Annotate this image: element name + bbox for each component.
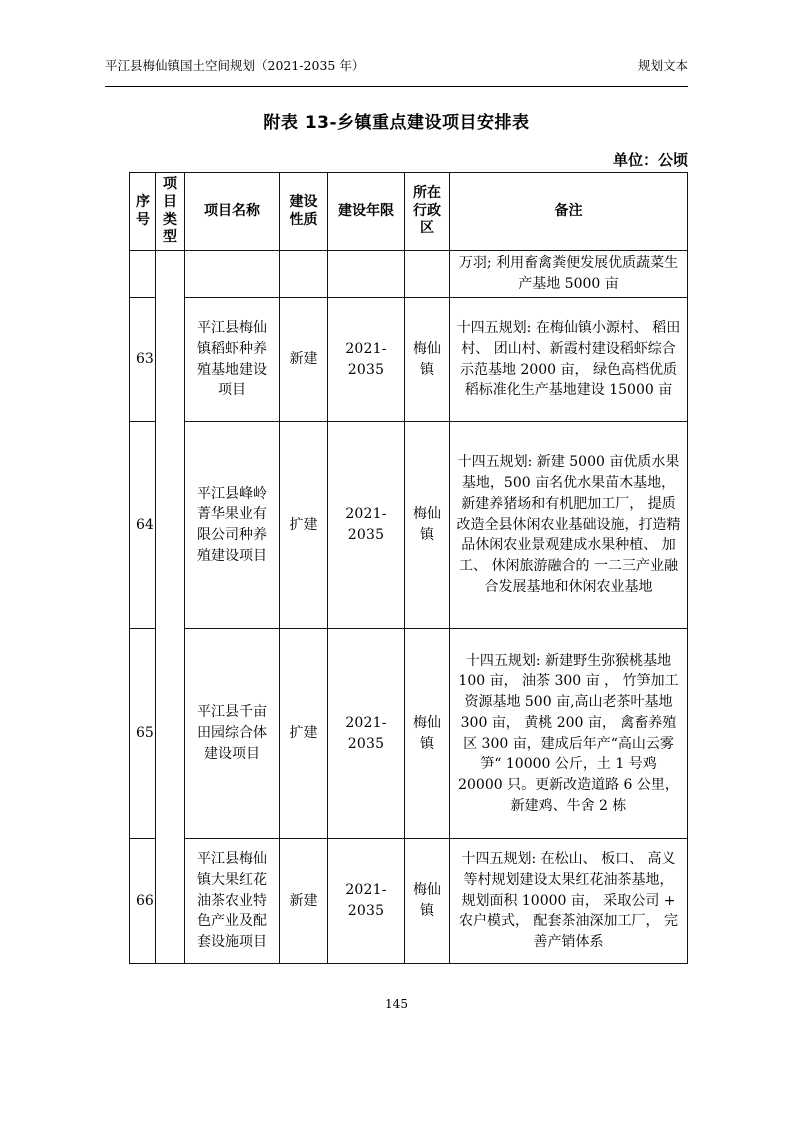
- cell-seq: 66: [130, 839, 156, 964]
- cell-years: 2021-2035: [328, 629, 405, 839]
- cell-years: [328, 251, 405, 298]
- running-header: [105, 56, 688, 87]
- cell-remark: 十四五规划: 在梅仙镇小源村、 稻田村、 团山村、新霞村建设稻虾综合示范基地 2000 亩， 绿色高档优质稻标准化生产基地建设 15000 亩: [450, 298, 688, 422]
- cell-nature: 扩建: [280, 629, 328, 839]
- table-row: [130, 839, 688, 964]
- table-row: [130, 629, 688, 839]
- col-header-name: 项目名称: [185, 173, 280, 251]
- page-title: 附表 13-乡镇重点建设项目安排表: [263, 113, 530, 133]
- cell-seq: 64: [130, 422, 156, 629]
- page-number: 145: [385, 997, 408, 1011]
- table-row: [130, 298, 688, 422]
- cell-nature: 扩建: [280, 422, 328, 629]
- col-header-type: 项目类型: [156, 173, 185, 251]
- cell-nature: 新建: [280, 839, 328, 964]
- cell-project-name: 平江县峰岭菁华果业有限公司种养殖建设项目: [185, 422, 280, 629]
- header-left-text: 平江县梅仙镇国土空间规划（2021-2035 年）: [105, 58, 365, 73]
- cell-seq: 65: [130, 629, 156, 839]
- col-header-years: 建设年限: [328, 173, 405, 251]
- cell-seq: 63: [130, 298, 156, 422]
- cell-nature: 新建: [280, 298, 328, 422]
- unit-label: 单位：公顷: [612, 151, 688, 169]
- cell-district: 梅仙镇: [405, 839, 450, 964]
- projects-table: [129, 172, 688, 964]
- cell-project-name: [185, 251, 280, 298]
- cell-district: 梅仙镇: [405, 422, 450, 629]
- cell-remark: 十四五规划: 新建野生弥猴桃基地 100 亩， 油茶 300 亩 ， 竹笋加工资源基地 500 亩,高山老茶叶基地 300 亩， 黄桃 200 亩， 禽畜养殖区 300 亩，建成后年产“高山云雾笋“ 10000 公斤，土 1 号鸡 20000 只。更新改造道路 6 公里， 新建鸡、牛舍 2 栋: [450, 629, 688, 839]
- cell-district: 梅仙镇: [405, 629, 450, 839]
- cell-years: 2021-2035: [328, 422, 405, 629]
- col-header-district: 所在行政区: [405, 173, 450, 251]
- cell-remark: 十四五规划: 在松山、 板口、 高义等村规划建设太果红花油茶基地， 规划面积 10000 亩， 采取公司 + 农户模式， 配套茶油深加工厂， 完善产销体系: [450, 839, 688, 964]
- cell-project-name: 平江县梅仙镇大果红花油茶农业特色产业及配套设施项目: [185, 839, 280, 964]
- col-header-remark: 备注: [450, 173, 688, 251]
- cell-years: 2021-2035: [328, 839, 405, 964]
- cell-project-name: 平江县千亩田园综合体建设项目: [185, 629, 280, 839]
- cell-project-name: 平江县梅仙镇稻虾种养殖基地建设项目: [185, 298, 280, 422]
- cell-project-type-merged: [156, 251, 185, 964]
- table-row: [130, 251, 688, 298]
- cell-nature: [280, 251, 328, 298]
- cell-remark: 万羽; 利用畜禽粪便发展优质蔬菜生产基地 5000 亩: [450, 251, 688, 298]
- cell-seq: [130, 251, 156, 298]
- cell-district: 梅仙镇: [405, 298, 450, 422]
- col-header-nature: 建设性质: [280, 173, 328, 251]
- header-right-text: 规划文本: [637, 58, 688, 73]
- table-header-row: [130, 173, 688, 251]
- col-header-seq: 序号: [130, 173, 156, 251]
- cell-remark: 十四五规划: 新建 5000 亩优质水果基地，500 亩名优水果苗木基地， 新建养猪场和有机肥加工厂， 提质改造全县休闲农业基础设施，打造精品休闲农业景观建成水果种植、 加工、 休闲旅游融合的 一二三产业融合发展基地和休闲农业基地: [450, 422, 688, 629]
- table-row: [130, 422, 688, 629]
- cell-district: [405, 251, 450, 298]
- cell-years: 2021-2035: [328, 298, 405, 422]
